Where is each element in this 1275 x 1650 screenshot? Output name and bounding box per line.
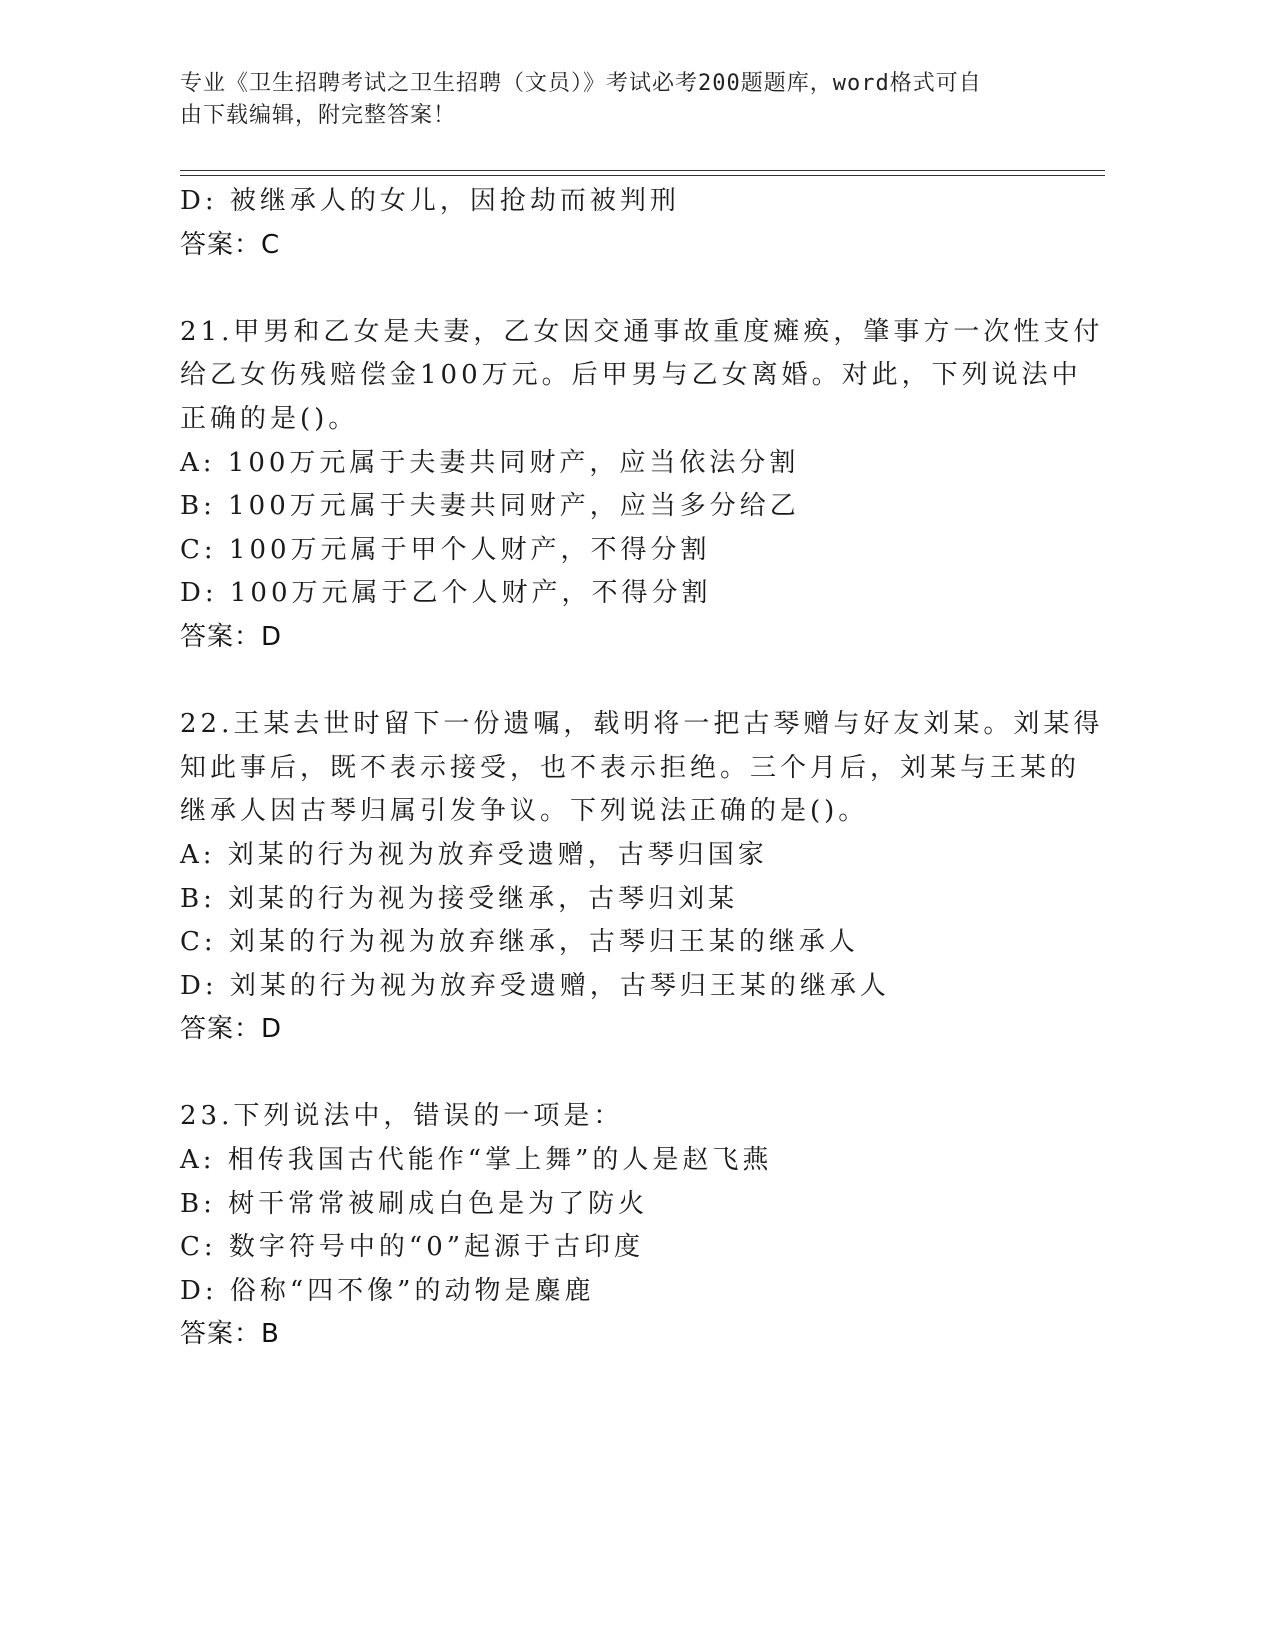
option-d: D: 刘某的行为视为放弃受遗赠，古琴归王某的继承人 [180,970,890,1001]
option-d: D: 俗称“四不像”的动物是麋鹿 [180,1275,595,1306]
question-20-tail [180,180,1080,267]
question-23 [180,1095,1080,1357]
option-b: B: 100万元属于夫妻共同财产，应当多分给乙 [180,491,800,522]
question-stem-line: 正确的是()。 [180,403,359,434]
spacer [180,660,1080,704]
option-a: A: 相传我国古代能作“掌上舞”的人是赵飞燕 [180,1145,773,1176]
question-stem-line: 知此事后，既不表示接受，也不表示拒绝。三个月后，刘某与王某的 [180,752,1081,783]
question-stem-line: 23.下列说法中，错误的一项是： [180,1101,624,1132]
question-content [180,180,1104,1357]
answer-line: 答案：C [180,229,281,260]
answer-line: 答案：D [180,621,283,652]
question-stem-line: 22.王某去世时留下一份遗嘱，载明将一把古琴赠与好友刘某。刘某得 [180,709,1104,740]
option-a: A: 100万元属于夫妻共同财产，应当依法分割 [180,447,800,478]
spacer [180,1052,1080,1096]
page-header [180,68,1060,132]
option-c: C: 100万元属于甲个人财产，不得分割 [180,534,711,565]
header-divider-bottom [180,175,1105,176]
question-stem-line: 21.甲男和乙女是夫妻，乙女因交通事故重度瘫痪，肇事方一次性支付 [180,316,1104,347]
answer-line: 答案：D [180,1014,283,1045]
answer-line: 答案：B [180,1319,280,1350]
question-stem-line: 给乙女伤残赔偿金100万元。后甲男与乙女离婚。对此，下列说法中 [180,360,1082,391]
question-21 [180,311,1104,660]
header-title-line-1: 专业《卫生招聘考试之卫生招聘（文员）》考试必考200题题库，word格式可自 [180,71,982,96]
question-stem-line: 继承人因古琴归属引发争议。下列说法正确的是()。 [180,796,869,827]
option-c: C: 数字符号中的“0”起源于古印度 [180,1232,645,1263]
option-b: B: 刘某的行为视为接受继承，古琴归刘某 [180,883,739,914]
header-divider-top [180,170,1105,171]
spacer [180,267,1080,311]
option-d: D: 100万元属于乙个人财产，不得分割 [180,578,712,609]
option-d: D: 被继承人的女儿，因抢劫而被判刑 [180,186,680,216]
question-22 [180,703,1104,1052]
option-a: A: 刘某的行为视为放弃受遗赠，古琴归国家 [180,839,768,870]
option-c: C: 刘某的行为视为放弃继承，古琴归王某的继承人 [180,927,859,958]
option-b: B: 树干常常被刷成白色是为了防火 [180,1188,649,1219]
header-title-line-2: 由下载编辑，附完整答案！ [180,103,457,128]
